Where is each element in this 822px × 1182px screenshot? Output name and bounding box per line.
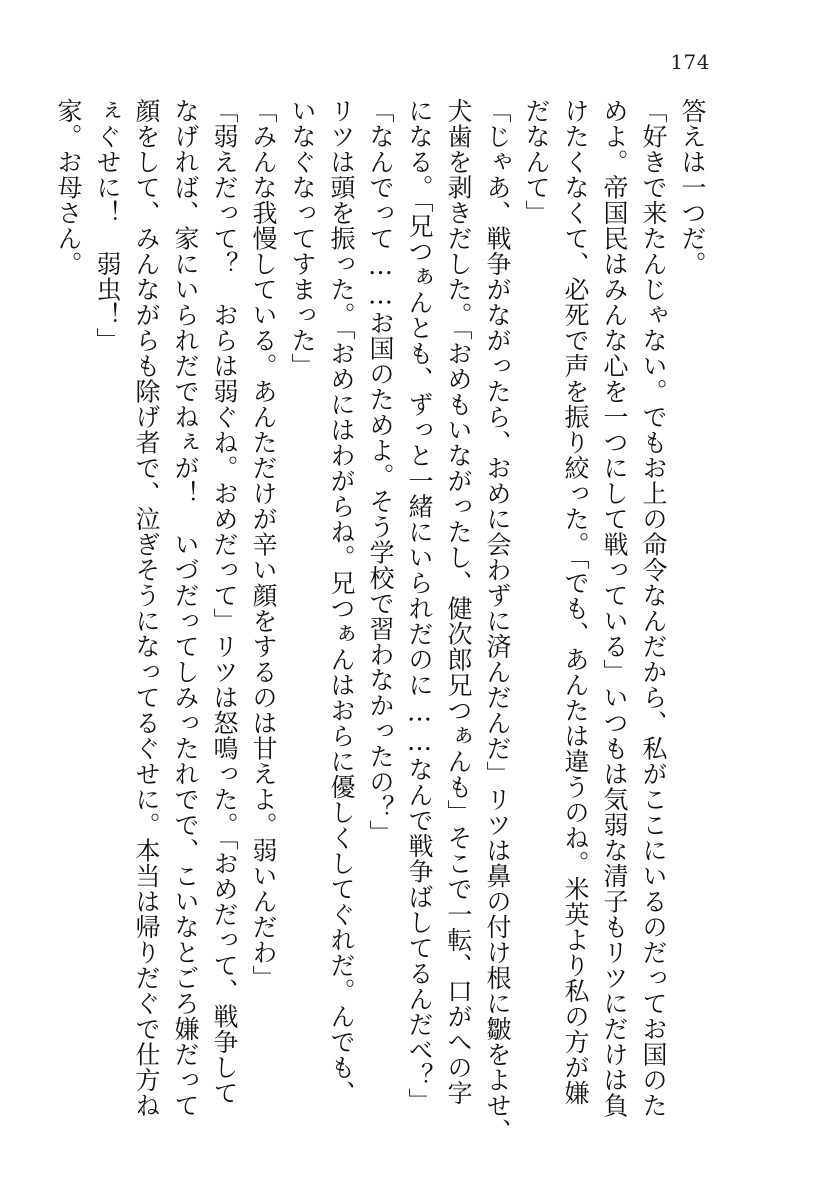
text-line: ぇぐせに！ 弱虫！」 — [93, 98, 122, 353]
text-line: 「じゃあ、戦争がながったら、おめに会わずに済んだんだ」リツは鼻の付け根に皺をよせ、 — [483, 98, 512, 1144]
text-line: 答えは一つだ。 — [678, 98, 707, 277]
text-line: 顔をして、みんながらも除げ者で、泣ぎそうになってるぐせに。本当は帰りだぐで仕方ね — [132, 98, 161, 1118]
text-line: 「弱えだって？ おらは弱ぐね。おめだって」リツは怒鳴った。「おめだって、戦争して — [210, 98, 239, 1106]
text-line: めよ。帝国民はみんな心を一つにして戦っている」いつもは気弱な清子もリツにだけは負 — [600, 98, 629, 1118]
text-line: 犬歯を剥きだした。「おめもいながったし、健次郎兄つぁんも」そこで一転、口がへの字 — [444, 98, 473, 1106]
text-line: なげれば、家にいられだでねぇが！ いづだってしみったれでで、こいなとごろ嫌だって — [171, 98, 200, 1118]
text-line: 「みんな我慢している。あんただけが辛い顔をするのは甘えよ。弱いんだわ」 — [249, 98, 278, 991]
text-line: だなんて」 — [522, 98, 551, 226]
text-line: いなぐなってすまった」 — [288, 98, 317, 379]
text-line: 「好きで来たんじゃない。でもお上の命令なんだから、私がここにいるのだってお国のた — [639, 98, 668, 1118]
vertical-text-block — [54, 98, 712, 1144]
text-line: けたくなくて、必死で声を振り絞った。「でも、あんたは違うのね。米英より私の方が嫌 — [561, 98, 590, 1106]
text-line: 家。お母さん。 — [54, 98, 83, 277]
text-line: 「なんでって……お国のためよ。そう学校で習わなかったの？」 — [366, 98, 395, 846]
page-number: 174 — [670, 50, 710, 74]
text-line: になる。「兄つぁんとも、ずっと一緒にいられだのに……なんで戦争ばしてるんだべ？」 — [405, 98, 434, 1114]
text-line: リツは頭を振った。「おめにはわがらね。兄つぁんはおらに優しくしてぐれだ。んでも、 — [327, 98, 356, 1106]
